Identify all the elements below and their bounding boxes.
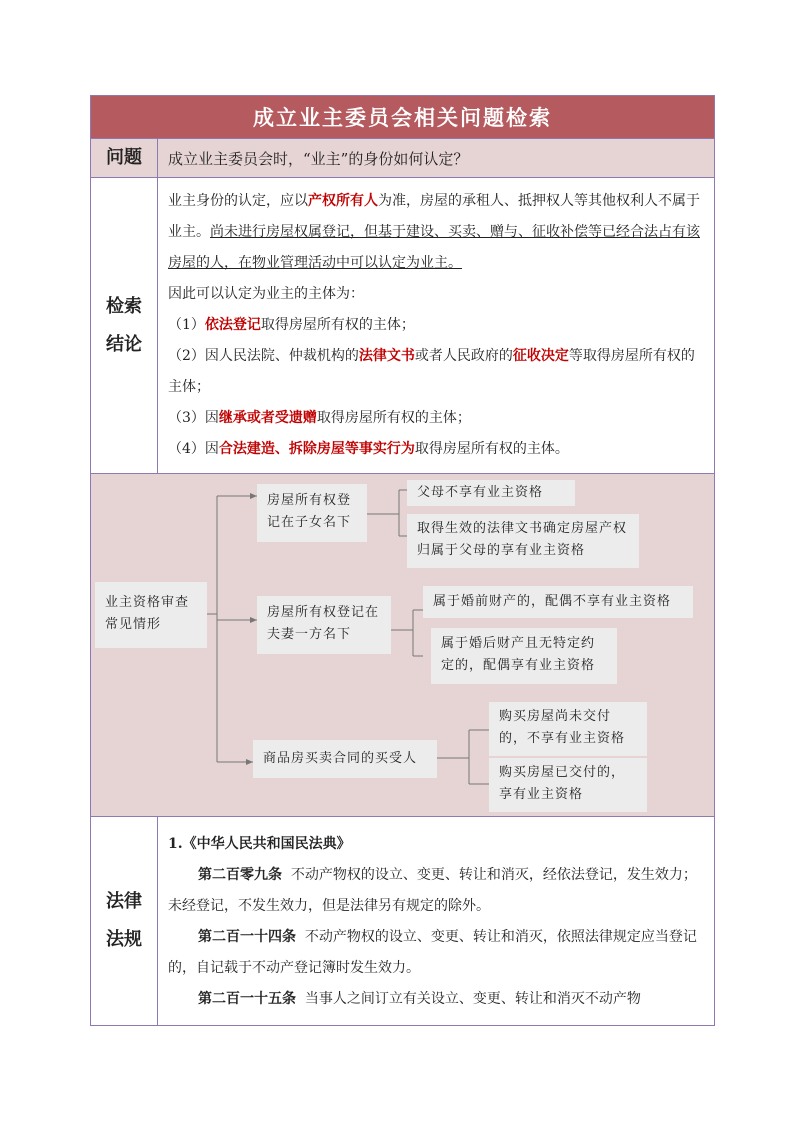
text-span: 等取得房屋所有权的主体； xyxy=(168,348,695,395)
article-text: 不动产物权的设立、变更、转让和消灭，经依法登记，发生效力；未经登记，不发生效力，但是法律另有规定的除外。 xyxy=(168,867,697,914)
law-label xyxy=(91,817,158,1025)
law-article-1 xyxy=(168,860,704,922)
law-article-3 xyxy=(168,984,704,1015)
page-title: 成立业主委员会相关问题检索 xyxy=(90,95,715,139)
law-row xyxy=(90,817,715,1026)
highlight-text: 法律文书 xyxy=(358,348,415,364)
highlight-text: 合法建造、拆除房屋等事实行为 xyxy=(218,441,415,457)
conclusion-row xyxy=(90,178,715,474)
highlight-text: 征收决定 xyxy=(512,348,569,364)
branch-3-box: 商品房买卖合同的买受人 xyxy=(253,740,437,778)
article-title: 第二百零九条 xyxy=(198,867,282,883)
article-text: 当事人之间订立有关设立、变更、转让和消灭不动产物 xyxy=(304,991,641,1007)
highlight-owner: 产权所有人 xyxy=(308,193,378,209)
text-span: （3）因 xyxy=(168,410,219,426)
article-title: 第二百一十四条 xyxy=(198,929,296,945)
law-text xyxy=(158,817,714,1025)
highlight-text: 继承或者受遗赠 xyxy=(218,410,317,426)
conclusion-text xyxy=(158,178,714,473)
question-text: 成立业主委员会时，“业主”的身份如何认定？ xyxy=(168,149,469,168)
text-span: 或者人民政府的 xyxy=(414,348,513,364)
article-title: 第二百一十五条 xyxy=(198,991,296,1007)
branch-3-leaf-1: 购买房屋尚未交付的，不享有业主资格 xyxy=(489,702,647,756)
branch-1-box: 房屋所有权登记在子女名下 xyxy=(257,484,367,542)
document-table xyxy=(90,95,715,1026)
law-source: 1.《中华人民共和国民法典》 xyxy=(168,836,351,852)
text-span: （2）因人民法院、仲裁机构的 xyxy=(168,348,359,364)
branch-1-leaf-1: 父母不享有业主资格 xyxy=(407,480,575,506)
text-span: （1） xyxy=(168,317,205,333)
law-label-line1: 法律 xyxy=(106,891,142,912)
text-span: （4）因 xyxy=(168,441,219,457)
text-span: 取得房屋所有权的主体； xyxy=(316,410,471,426)
underlined-text: 尚未进行房屋权属登记，但基于建设、买卖、赠与、征收补偿等已经合法占有该房屋的人，在物业管理活动中可以认定为业主。 xyxy=(168,224,700,271)
question-label: 问题 xyxy=(91,139,158,177)
highlight-text: 依法登记 xyxy=(204,317,261,333)
text-span: 为准，房屋的承租人、抵押权人等其他权利人不属于业主。 xyxy=(168,193,700,240)
chart-row xyxy=(90,474,715,817)
text-span: 取得房屋所有权的主体； xyxy=(260,317,415,333)
conclusion-item-1 xyxy=(168,310,706,341)
branch-2-leaf-2: 属于婚后财产且无特定约定的，配偶享有业主资格 xyxy=(431,628,617,684)
text-span: 取得房屋所有权的主体。 xyxy=(414,441,569,457)
conclusion-paragraph-2: 因此可以认定为业主的主体为： xyxy=(168,286,364,302)
chart-root-box: 业主资格审查常见情形 xyxy=(95,582,207,648)
question-row xyxy=(90,139,715,178)
conclusion-item-3 xyxy=(168,403,706,434)
branch-3-leaf-2: 购买房屋已交付的，享有业主资格 xyxy=(489,758,647,812)
branch-1-leaf-2: 取得生效的法律文书确定房屋产权归属于父母的享有业主资格 xyxy=(407,514,639,568)
law-label-line2: 法规 xyxy=(106,929,142,950)
branch-2-leaf-1: 属于婚前财产的，配偶不享有业主资格 xyxy=(423,586,693,618)
law-article-2 xyxy=(168,922,704,984)
conclusion-label-line2: 结论 xyxy=(106,333,142,355)
conclusion-label xyxy=(91,178,158,473)
conclusion-item-2 xyxy=(168,341,706,403)
text-span: 业主身份的认定，应以 xyxy=(168,193,308,209)
conclusion-label-line1: 检索 xyxy=(106,295,142,317)
conclusion-paragraph-1 xyxy=(168,186,706,279)
article-text: 不动产物权的设立、变更、转让和消灭，依照法律规定应当登记的，自记载于不动产登记簿时发生效力。 xyxy=(168,929,697,976)
branch-2-box: 房屋所有权登记在夫妻一方名下 xyxy=(257,596,391,654)
conclusion-item-4 xyxy=(168,434,706,465)
